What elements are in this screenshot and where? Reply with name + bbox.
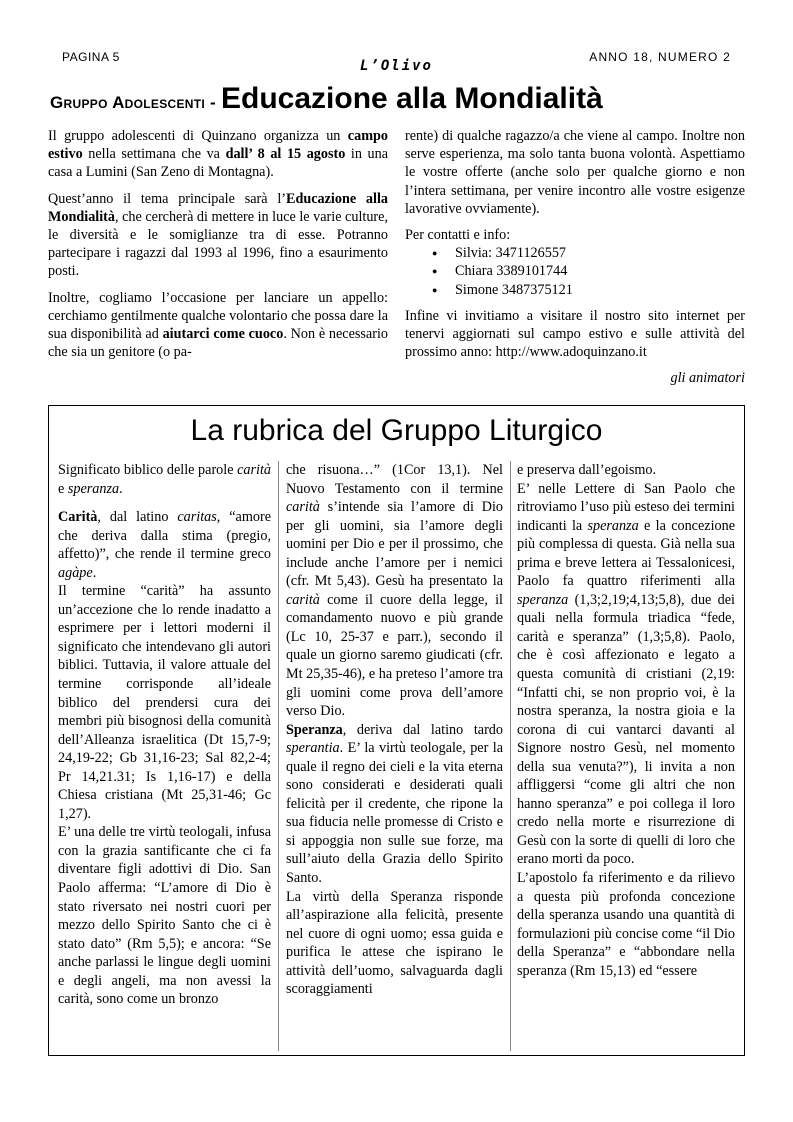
article-column-right xyxy=(405,127,745,396)
signature: gli animatori xyxy=(670,370,745,387)
article-section: Gruppo Adolescenti - xyxy=(50,93,222,112)
paragraph: Il gruppo adolescenti di Quinzano organizza un campo estivo nella settimana che va dall’ 8 al 15 agosto in una casa a Lumini (San Zeno di Montagna). xyxy=(48,128,388,181)
column-divider xyxy=(278,461,280,1051)
paragraph: Significato biblico delle parole carità e speranza. Carità, dal latino caritas, “amore che deriva dalla stima (pregio, affetto)”, che rende il termine greco agàpe. Il termine “carità” ha assunto un’accezione che lo rende inadatto a esprimere per i lettori moderni il significato che intendevano gli autori biblici. Tuttavia, il valore attuale del termine corrisponde all’ideale biblico del prendersi cura dei membri più bisognosi della comunità dell’Alleanza israelitica (Dt 15,7-9; 24,19-22; Gb 31,16-23; Sal 82,2-4; Pr 14,21.31; Is 1,16-17) e della Chiesa cristiana (Mt 25,31-46; Gc 1,27). E’ una delle tre virtù teologali, infusa con la grazia santificante che ci fa diventare figli adottivi di Dio. San Paolo afferma: “L’amore di Dio è stato riversato nei nostri cuori per mezzo dello Spirito Santo che ci è stato dato” (Rm 5,5); e ancora: “Se anche parlassi le lingue degli uomini e degli angeli, ma non avessi la carità, sono come un bronzo xyxy=(58,462,271,1008)
liturgical-column-box xyxy=(48,405,745,1056)
issue-number: ANNO 18, NUMERO 2 xyxy=(589,50,731,64)
paragraph: che risuona…” (1Cor 13,1). Nel Nuovo Testamento con il termine carità s’intende sia l’amore di Dio per gli uomini, sia l’amore degli uomini per Dio e per il prossimo, che include anche l’amore per i nemici (cfr. Mt 5,43). Gesù ha presentato la carità come il cuore della legge, il comandamento nuovo e più grande (Lc 10, 25-37 e parr.), secondo il quale un giorno saremo giudicati (cfr. Mt 25,35-46), e ha preteso l’amore tra gli uomini come prova dell’amore verso Dio. Speranza, deriva dal latino tardo sperantia. E’ la virtù teologale, per la quale il regno dei cieli e la vita eterna sono considerati e desiderati quali felicità per il credente, che ripone la sua fiducia nelle promesse di Cristo e si appoggia non sulle sue forze, ma sull’aiuto della Grazia dello Spirito Santo. La virtù della Speranza risponde all’aspirazione alla felicità, presente nel cuore di ogni uomo; essa guida e purifica le attese che ispirano le attività dell’uomo, salvaguarda dagli scoraggiamenti xyxy=(286,462,503,998)
paragraph: rente) di qualche ragazzo/a che viene al campo. Inoltre non serve esperienza, ma solo tanta buona volontà. Aspettiamo le vostre offerte (anche solo per qualche giorno e non l’intera settimana, per venire incontro alle vostre esigenze lavorative ovviamente). xyxy=(405,128,745,217)
page-number: PAGINA 5 xyxy=(62,50,120,64)
closing-paragraph: Infine vi invitiamo a visitare il nostro sito internet per tenervi aggiornati sul campo estivo e sulle attività del prossimo anno: http://www.adoquinzano.it xyxy=(405,307,745,361)
paragraph: e preserva dall’egoismo. E’ nelle Lettere di San Paolo che ritroviamo l’uso più esteso dei termini indicanti la speranza e la concezione più complessa di questa. Già nella sua prima e breve lettera ai Tessalonicesi, Paolo fa quattro riferimenti alla speranza (1,3;2,19;4,13;5,8), due dei quali nella formula triadica “fede, carità e speranza” (1,3;5,8). Paolo, che è così affezionato e legato a questa comunità di cristiani (2,19: “Infatti chi, se non proprio voi, è la nostra speranza, la nostra gioia e la corona di cui vantarci davanti al Signore nostro Gesù, nel momento della sua venuta?”), li invita a non affliggersi “come gli altri che non hanno speranza” e poi collega il loro credo nella morte e risurrezione di Gesù con la sorte di quelli di loro che erano morti da poco. L’apostolo fa riferimento e da rilievo a questa più profonda concezione della speranza usando una quantità di formulazioni più concise come “il Dio della Speranza” e “abbondare nella speranza (Rm 15,13) ed “essere xyxy=(517,462,735,979)
column-divider xyxy=(510,461,512,1051)
article-title: Educazione alla Mondialità xyxy=(221,82,603,115)
article-column-left xyxy=(48,127,388,369)
contacts-list xyxy=(405,244,745,299)
box-column-2 xyxy=(286,461,503,1049)
contact-item: ● Chiara 3389101744 xyxy=(405,262,745,280)
contact-item: ● Silvia: 3471126557 xyxy=(405,244,745,262)
masthead: L’Olivo xyxy=(359,58,433,74)
article-headline xyxy=(50,82,743,116)
box-column-1 xyxy=(58,461,271,1049)
box-title: La rubrica del Gruppo Liturgico xyxy=(190,414,603,447)
contacts-label: Per contatti e info: xyxy=(405,227,511,244)
paragraph: Inoltre, cogliamo l’occasione per lanciare un appello: cerchiamo gentilmente qualche volontario che possa dare la sua disponibilità ad aiutarci come cuoco. Non è necessario che sia un genitore (o pa- xyxy=(48,289,388,361)
box-column-3 xyxy=(517,461,735,1049)
contact-item: ● Simone 3487375121 xyxy=(405,281,745,299)
paragraph: Quest’anno il tema principale sarà l’Educazione alla Mondialità, che cercherà di mettere in luce le varie culture, le diversità e le somiglianze tra di esse. Potranno partecipare i ragazzi dal 1993 al 1996, fino a esaurimento posti. xyxy=(48,190,388,280)
